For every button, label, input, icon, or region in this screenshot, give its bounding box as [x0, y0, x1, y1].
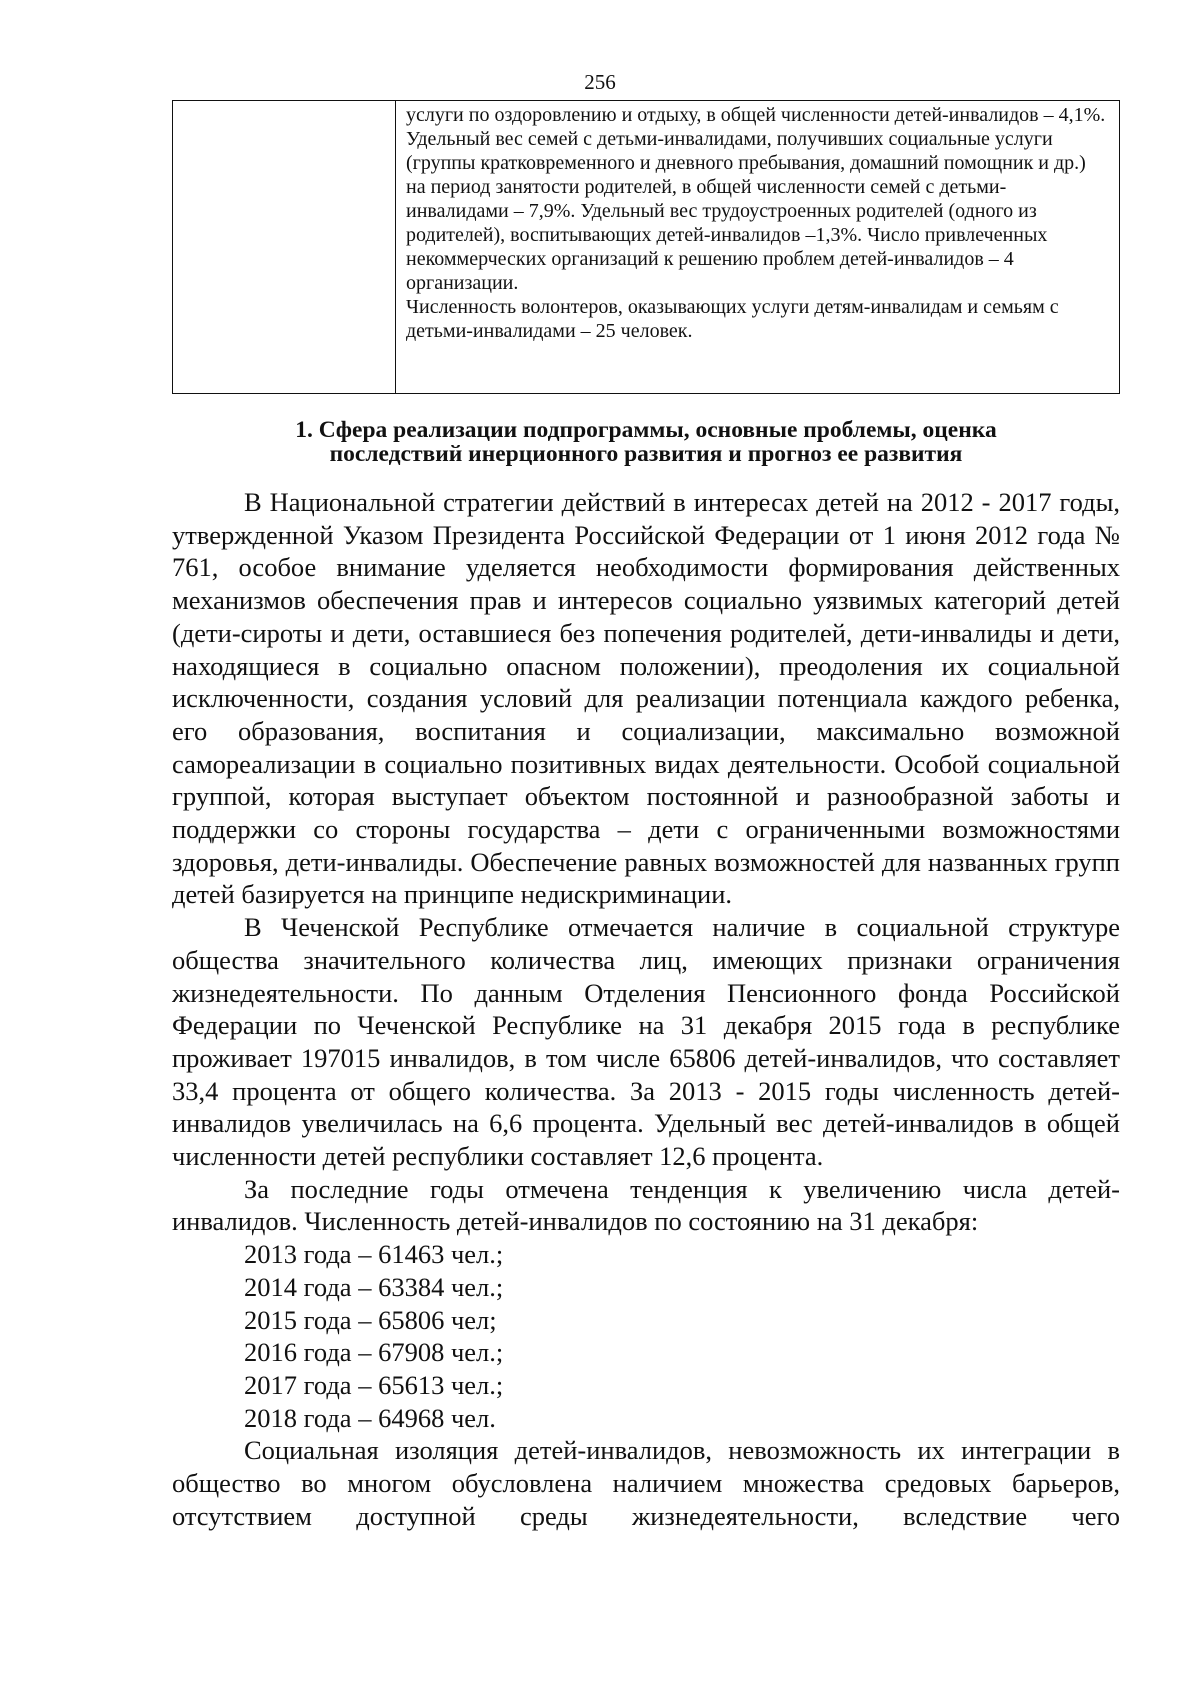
- paragraph-trend: За последние годы отмечена тенденция к увеличению числа детей-инвалидов. Численность детей-инвалидов по состоянию на 31 декабря:: [172, 1173, 1120, 1237]
- table-paragraph: Удельный вес семей с детьми-инвалидами, получивших социальные услуги (группы кратковременного и дневного пребывания, домашний помощник и др.) на период занятости родителей, в общей численности семей с детьми-инвалидами – 7,9%. Удельный вес трудоустроенных родителей (одного из родителей), воспитывающих детей-инвалидов –1,3%. Число привлеченных некоммерческих организаций к решению проблем детей-инвалидов – 4 организации.: [406, 128, 1086, 294]
- paragraph-statistics: В Чеченской Республике отмечается наличие в социальной структуре общества значительного количества лиц, имеющих признаки ограничения жизнедеятельности. По данным Отделения Пенсионного фонда Российской Федерации по Чеченской Республике на 31 декабря 2015 года в республике проживает 197015 инвалидов, в том числе 65806 детей-инвалидов, что составляет 33,4 процента от общего количества. За 2013 - 2015 годы численность детей-инвалидов увеличилась на 6,6 процента. Удельный вес детей-инвалидов в общей численности детей республики составляет 12,6 процента.: [172, 912, 1120, 1172]
- yearly-counts-list: [172, 1238, 1120, 1434]
- table-paragraph: Численность волонтеров, оказывающих услуги детям-инвалидам и семьям с детьми-инвалидами – 25 человек.: [406, 296, 1059, 342]
- list-item: 2017 года – 65613 чел.;: [244, 1369, 504, 1400]
- page-number: 256: [584, 70, 616, 94]
- list-item: 2016 года – 67908 чел.;: [244, 1337, 504, 1368]
- list-item: 2014 года – 63384 чел.;: [244, 1271, 504, 1302]
- table-right-cell: [396, 101, 1119, 393]
- list-item: 2015 года – 65806 чел;: [244, 1304, 497, 1335]
- table-left-cell: [173, 101, 396, 393]
- indicators-table: [172, 100, 1120, 394]
- paragraph-strategy: В Национальной стратегии действий в интересах детей на 2012 - 2017 годы, утвержденной Указом Президента Российской Федерации от 1 июня 2012 года № 761, особое внимание уделяется необходимости формирования действенных механизмов обеспечения прав и интересов социально уязвимых категорий детей (дети-сироты и дети, оставшиеся без попечения родителей, дети-инвалиды и дети, находящиеся в социально опасном положении), преодоления их социальной исключенности, создания условий для реализации потенциала каждого ребенка, его образования, воспитания и социализации, максимально возможной самореализации в социально позитивных видах деятельности. Особой социальной группой, которая выступает объектом постоянной и разнообразной заботы и поддержки со стороны государства – дети с ограниченными возможностями здоровья, дети-инвалиды. Обеспечение равных возможностей для названных групп детей базируется на принципе недискриминации.: [172, 487, 1120, 910]
- body-text: [172, 486, 1120, 1533]
- section-heading: [172, 418, 1120, 466]
- section-heading-line: 1. Сфера реализации подпрограммы, основные проблемы, оценка: [295, 417, 997, 443]
- section-heading-line: последствий инерционного развития и прогноз ее развития: [329, 441, 963, 467]
- list-item: 2013 года – 61463 чел.;: [244, 1239, 504, 1270]
- table-paragraph: услуги по оздоровлению и отдыху, в общей численности детей-инвалидов – 4,1%.: [406, 104, 1106, 126]
- list-item: 2018 года – 64968 чел.: [244, 1402, 496, 1433]
- paragraph-isolation: Социальная изоляция детей-инвалидов, невозможность их интеграции в общество во многом обусловлена наличием множества средовых барьеров, отсутствием доступной среды жизнедеятельности, вследствие чего: [172, 1435, 1120, 1531]
